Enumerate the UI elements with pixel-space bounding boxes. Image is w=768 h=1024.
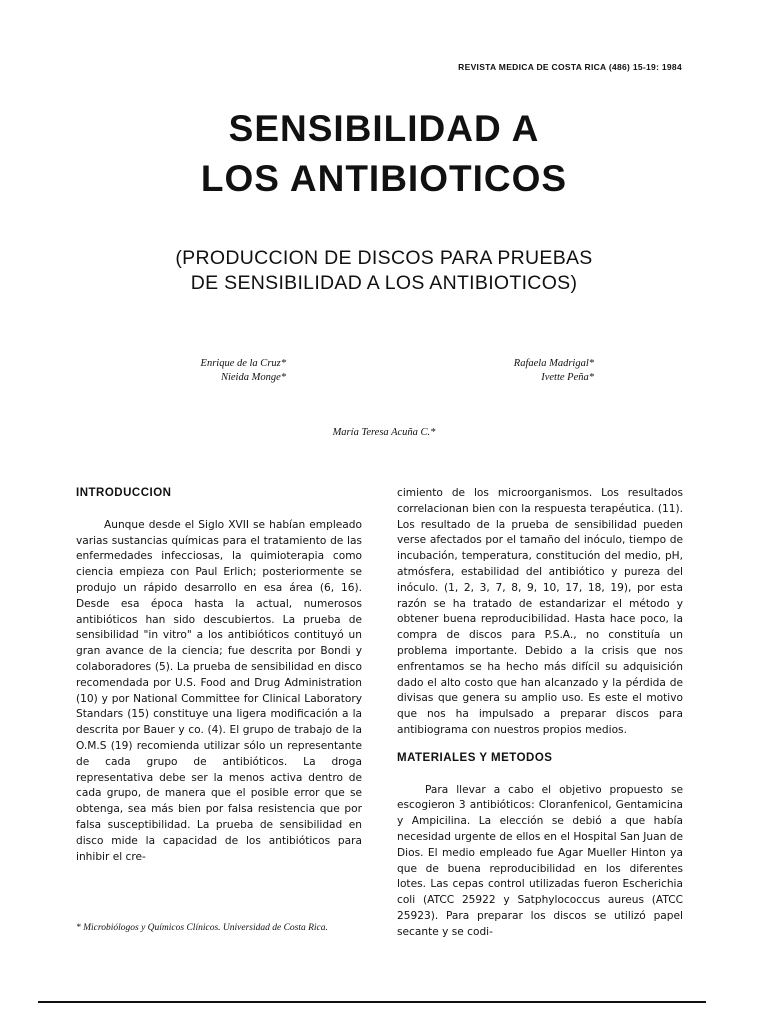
- running-head: REVISTA MEDICA DE COSTA RICA (486) 15-19: 1984: [458, 62, 682, 72]
- title-line-2: LOS ANTIBIOTICOS: [200, 158, 568, 199]
- author-name: Enrique de la Cruz*: [200, 358, 286, 369]
- bottom-rule: [38, 1001, 706, 1003]
- intro-paragraph-continued: cimiento de los microorganismos. Los resultados correlacionan bien con la respuesta terapéutica. (11). Los resultado de la prueba de sensibilidad pueden verse afectados por el tamaño del inóculo, tiempo de incubación, temperatura, constitución del medio, pH, atmósfera, estabilidad del antibiótico y pureza del inóculo. (1, 2, 3, 7, 8, 9, 10, 17, 18, 19), por esta razón se ha tratado de estandarizar el método y obtener buena reproducibilidad. Hasta hace poco, la compra de discos para P.S.A., no constituía un problema importante. Debido a la crisis que nos enfrentamos se ha hecho más difícil su adquisición dado el alto costo que han alcanzado y la pérdida de divisas que genera su amplio uso. Es este el motivo que nos ha impulsado a preparar discos para antibiograma con nuestros propios medios.: [397, 487, 683, 736]
- section-heading-materiales: MATERIALES Y METODOS: [397, 751, 553, 764]
- section-heading-introduccion: INTRODUCCION: [76, 487, 172, 499]
- author-name: Rafaela Madrigal*: [513, 358, 594, 369]
- authors-right: [466, 357, 594, 385]
- author-name: Ivette Peña*: [541, 372, 594, 383]
- title-line-1: SENSIBILIDAD A: [228, 108, 540, 149]
- author-name: María Teresa Acuña C.*: [332, 427, 436, 438]
- authors-center: [0, 426, 768, 440]
- article-subtitle: [0, 246, 768, 296]
- author-name: Nieida Monge*: [220, 372, 286, 383]
- intro-paragraph: Aunque desde el Siglo XVII se habían empleado varias sustancias químicas para el tratamiento de las enfermedades infecciosas, la quimioterapia como ciencia empieza con Paul Erlich; posteriormente se produjo un rápido desarrollo en esa área (6, 16). Desde esa época hasta la actual, numerosos antibióticos han sido descubiertos. La prueba de sensibilidad "in vitro" a los antibióticos contituyó un gran avance de la ciencia; fue descrita por Bondi y colaboradores (5). La prueba de sensibilidad en disco recomendada por U.S. Food and Drug Administration (10) y por National Committee for Clinical Laboratory Standars (15) constituye una ligera modificación a la descrita por Bauer y co. (4). El grupo de trabajo de la O.M.S (19) recomienda utilizar sólo un representante de cada grupo de antibióticos. La droga representativa debe ser la menos activa dentro de cada grupo, de manera que el posible error que se obtenga, sea más bien por falsa resistencia que por falsa susceptibilidad. La prueba de sensibilidad en disco mide la capacidad de los antibióticos para inhibir el cre-: [76, 518, 362, 863]
- column-left: [76, 486, 362, 865]
- column-right: [397, 486, 683, 941]
- subtitle-line-1: (PRODUCCION DE DISCOS PARA PRUEBAS: [175, 247, 593, 269]
- article-title: [0, 104, 768, 204]
- footnote: * Microbiólogos y Químicos Clínicos. Universidad de Costa Rica.: [76, 923, 328, 933]
- subtitle-line-2: DE SENSIBILIDAD A LOS ANTIBIOTICOS): [190, 272, 578, 294]
- methods-paragraph: Para llevar a cabo el objetivo propuesto se escogieron 3 antibióticos: Cloranfenicol, Gentamicina y Ampicilina. La elección se debió a que había necesidad urgente de ellos en el Hospital San Juan de Dios. El medio empleado fue Agar Mueller Hinton ya que de buena reproducibilidad en los diferentes lotes. Las cepas control utilizadas fueron Escherichia coli (ATCC 25922 y Satphylococcus aureus (ATCC 25923). Para preparar los discos se utilizó papel secante y se codi-: [397, 783, 683, 938]
- authors-left: [150, 357, 286, 385]
